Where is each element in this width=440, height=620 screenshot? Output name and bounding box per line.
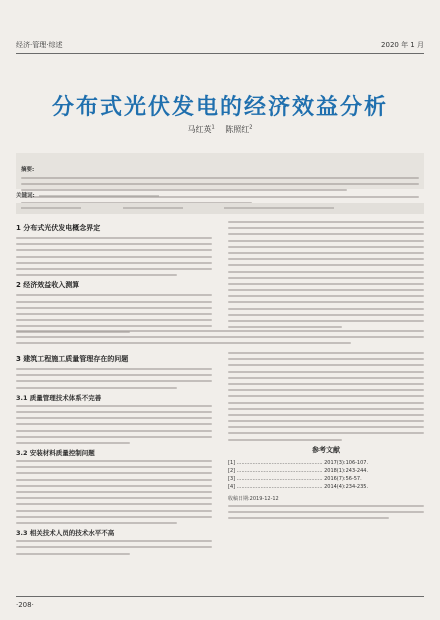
author-bio bbox=[228, 505, 424, 519]
keywords-row bbox=[16, 191, 424, 200]
reference-4: [4] ...................................................... 2014(4):234-235. bbox=[228, 483, 369, 490]
footer-rule bbox=[16, 596, 424, 597]
running-header bbox=[16, 38, 424, 52]
section-3-2-heading: 3.2 安装材料质量控制问题 bbox=[16, 449, 95, 458]
page-number: ·208· bbox=[16, 601, 34, 609]
abstract-block bbox=[16, 153, 424, 189]
issue-date: 2020 年 1 月 bbox=[381, 41, 424, 49]
section-1-text bbox=[16, 237, 212, 276]
keywords-label: 关键词: bbox=[16, 193, 35, 199]
received-date: 收稿日期:2019-12-12 bbox=[228, 495, 279, 502]
right-column-lower bbox=[228, 352, 424, 523]
abstract-label: 摘要: bbox=[21, 167, 35, 173]
author-1: 马红英 bbox=[187, 125, 212, 134]
reference-2: [2] ...................................................... 2018(1):243-244. bbox=[228, 467, 369, 474]
left-column-upper bbox=[16, 221, 212, 338]
section-3-3-heading: 3.3 相关技术人员的技术水平不高 bbox=[16, 529, 115, 538]
author-2: 陈照红 bbox=[225, 125, 250, 134]
header-rule bbox=[16, 53, 424, 54]
reference-1: [1] ...................................................... 2017(3):106-107. bbox=[228, 459, 369, 466]
section-2-heading: 2 经济效益收入测算 bbox=[16, 281, 80, 290]
journal-section: 经济·管理·综述 bbox=[16, 41, 63, 49]
classification-row bbox=[16, 203, 424, 214]
references-heading: 参考文献 bbox=[312, 445, 340, 454]
section-2-text bbox=[16, 294, 212, 333]
section-2-continued bbox=[228, 221, 424, 328]
section-3-heading: 3 建筑工程施工质量管理存在的问题 bbox=[16, 355, 129, 363]
left-column-lower bbox=[16, 352, 212, 559]
section-3-1-heading: 3.1 质量管理技术体系不完善 bbox=[16, 393, 102, 402]
reference-3: [3] ...................................................... 2016(7):56-57. bbox=[228, 475, 362, 482]
section-1-heading: 1 分布式光伏发电概念界定 bbox=[16, 224, 101, 232]
author-list: 马红英$^1$ 陈照红$^2$ bbox=[187, 124, 253, 134]
right-column-upper bbox=[228, 221, 424, 332]
wide-paragraph bbox=[16, 330, 424, 349]
paper-title: 分布式光伏发电的经济效益分析 bbox=[51, 94, 388, 120]
